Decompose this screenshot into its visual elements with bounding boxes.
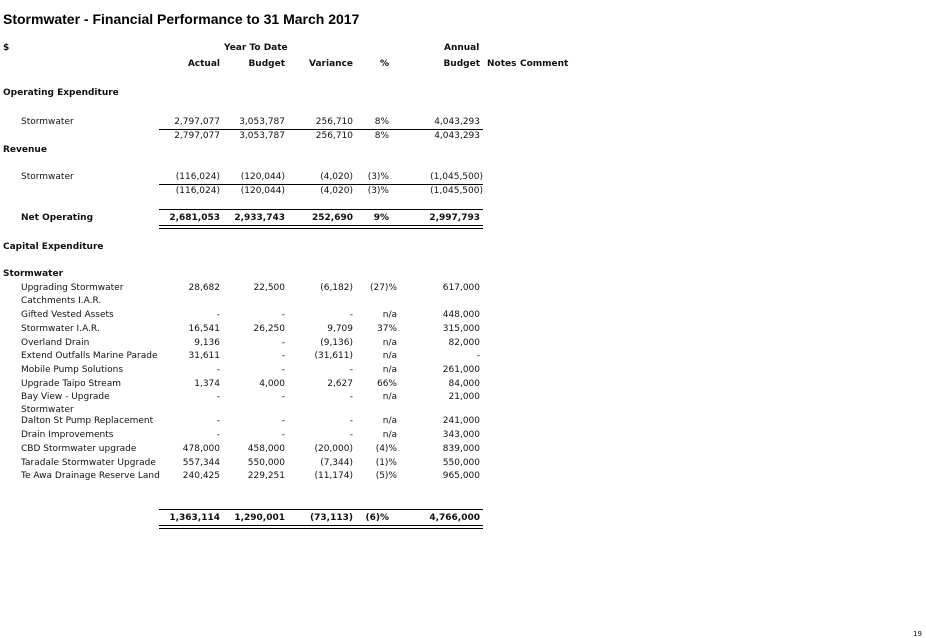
cell-actual: - [216,430,220,440]
cell-actual: - [216,392,220,402]
cell-actual: 240,425 [182,471,220,481]
cell-pct: n/a [382,430,397,440]
cell-budget: - [281,310,285,320]
cell-actual: 28,682 [188,283,220,293]
row-label: Upgrading Stormwater [21,283,124,293]
cell-variance: (6,182) [320,283,353,293]
cell-budget: - [281,430,285,440]
cell-pct: n/a [382,392,397,402]
cell-budget: 458,000 [247,444,285,454]
cell-budget: 4,000 [259,379,285,389]
cell-pct: 8% [374,131,389,141]
cell-variance: 2,627 [327,379,353,389]
cell-variance: (7,344) [320,458,353,468]
cell-budget: - [281,351,285,361]
cell-actual: 31,611 [188,351,220,361]
net-top-divider [159,209,483,210]
row-label-continued: Catchments I.A.R. [21,296,102,306]
cell-variance: 9,709 [327,324,353,334]
cell-actual: 16,541 [188,324,220,334]
cell-annual: 82,000 [448,338,480,348]
cell-actual: 557,344 [182,458,220,468]
cell-pct: 37% [376,324,397,334]
cell-annual: 241,000 [442,416,480,426]
col-annual-budget-header: Budget [443,59,480,69]
cell-annual: (1,045,500) [430,172,483,182]
col-budget-header: Budget [248,59,285,69]
cell-pct: n/a [382,351,397,361]
row-label: Drain Improvements [21,430,114,440]
cell-budget: 1,290,001 [234,513,285,523]
cell-actual: - [216,416,220,426]
cell-actual: (116,024) [175,172,220,182]
capex-group-heading: Stormwater [3,269,64,279]
row-label: Extend Outfalls Marine Parade [21,351,158,361]
cell-variance: - [349,430,353,440]
row-label: Stormwater [21,172,74,182]
cell-pct: 66% [376,379,397,389]
cell-variance: - [349,365,353,375]
row-label: Overland Drain [21,338,90,348]
cell-actual: 1,363,114 [169,513,220,523]
cell-annual: 84,000 [448,379,480,389]
cell-actual: 478,000 [182,444,220,454]
ytd-header: Year To Date [224,43,288,53]
cell-variance: (11,174) [314,471,353,481]
row-label: CBD Stormwater upgrade [21,444,137,454]
cell-budget: 2,933,743 [234,213,285,223]
cell-pct: (5)% [375,471,397,481]
cell-annual: 4,043,293 [434,131,480,141]
cell-variance: 256,710 [315,131,353,141]
cell-budget: 3,053,787 [239,117,285,127]
cell-budget: - [281,365,285,375]
cell-budget: 3,053,787 [239,131,285,141]
cell-variance: - [349,392,353,402]
col-variance-header: Variance [309,59,353,69]
capex-total-top-divider [159,509,483,510]
cell-variance: (9,136) [320,338,353,348]
cell-actual: 9,136 [194,338,220,348]
cell-pct: n/a [382,365,397,375]
cell-actual: - [216,310,220,320]
cell-budget: 550,000 [247,458,285,468]
cell-pct: n/a [382,338,397,348]
row-label: Stormwater [21,117,74,127]
row-label: Te Awa Drainage Reserve Land [21,471,160,481]
cell-variance: (4,020) [320,172,353,182]
cell-budget: 229,251 [247,471,285,481]
annual-header: Annual [444,43,480,53]
cell-budget: 22,500 [253,283,285,293]
col-comment-header: Comment [520,59,569,69]
cell-annual: 4,766,000 [429,513,480,523]
cell-annual: 2,997,793 [429,213,480,223]
cell-annual: 4,043,293 [434,117,480,127]
row-label: Dalton St Pump Replacement [21,416,154,426]
cell-pct: (4)% [375,444,397,454]
cell-annual: (1,045,500) [430,186,483,196]
cell-pct: n/a [382,310,397,320]
row-label: Upgrade Taipo Stream [21,379,122,389]
cell-pct: (27)% [369,283,397,293]
cell-annual: 839,000 [442,444,480,454]
cell-pct: 8% [374,117,389,127]
cell-variance: - [349,310,353,320]
cell-variance: 256,710 [315,117,353,127]
cell-pct: (1)% [375,458,397,468]
cell-annual: 21,000 [448,392,480,402]
cell-variance: (73,113) [310,513,353,523]
cell-pct: 9% [373,213,389,223]
cell-actual: (116,024) [175,186,220,196]
cell-actual: 2,797,077 [174,117,220,127]
cell-variance: (31,611) [314,351,353,361]
row-label: Stormwater I.A.R. [21,324,100,334]
cell-pct: (3)% [367,172,389,182]
cell-annual: 448,000 [442,310,480,320]
page-number: 19 [913,630,922,638]
section-revenue: Revenue [3,145,47,155]
cell-variance: 252,690 [312,213,353,223]
subtotal-divider [159,184,483,185]
cell-annual: 315,000 [442,324,480,334]
cell-pct: n/a [382,416,397,426]
subtotal-divider [159,129,483,130]
cell-budget: (120,044) [240,186,285,196]
page-title: Stormwater - Financial Performance to 31 March 2017 [3,11,360,27]
cell-annual: 261,000 [442,365,480,375]
cell-annual: 617,000 [442,283,480,293]
cell-budget: (120,044) [240,172,285,182]
row-label: Taradale Stormwater Upgrade [21,458,156,468]
cell-pct: (6)% [365,513,389,523]
section-operating-expenditure: Operating Expenditure [3,88,119,98]
cell-annual: 550,000 [442,458,480,468]
net-double-underline [159,225,483,229]
cell-pct: (3)% [367,186,389,196]
currency-label: $ [3,43,10,53]
col-pct-header: % [379,59,389,69]
cell-variance: - [349,416,353,426]
cell-budget: 26,250 [253,324,285,334]
cell-variance: (4,020) [320,186,353,196]
row-label: Net Operating [21,213,94,223]
col-notes-header: Notes [487,59,517,69]
cell-budget: - [281,392,285,402]
cell-actual: 2,797,077 [174,131,220,141]
section-capital-expenditure: Capital Expenditure [3,242,104,252]
col-actual-header: Actual [187,59,220,69]
row-label: Gifted Vested Assets [21,310,114,320]
cell-actual: 2,681,053 [169,213,220,223]
cell-variance: (20,000) [314,444,353,454]
cell-budget: - [281,338,285,348]
cell-annual: 343,000 [442,430,480,440]
capex-double-underline [159,525,483,529]
cell-actual: - [216,365,220,375]
row-label-continued: Stormwater [21,405,74,415]
row-label: Bay View - Upgrade [21,392,110,402]
cell-annual: - [476,351,480,361]
cell-budget: - [281,416,285,426]
row-label: Mobile Pump Solutions [21,365,124,375]
cell-actual: 1,374 [194,379,220,389]
cell-annual: 965,000 [442,471,480,481]
